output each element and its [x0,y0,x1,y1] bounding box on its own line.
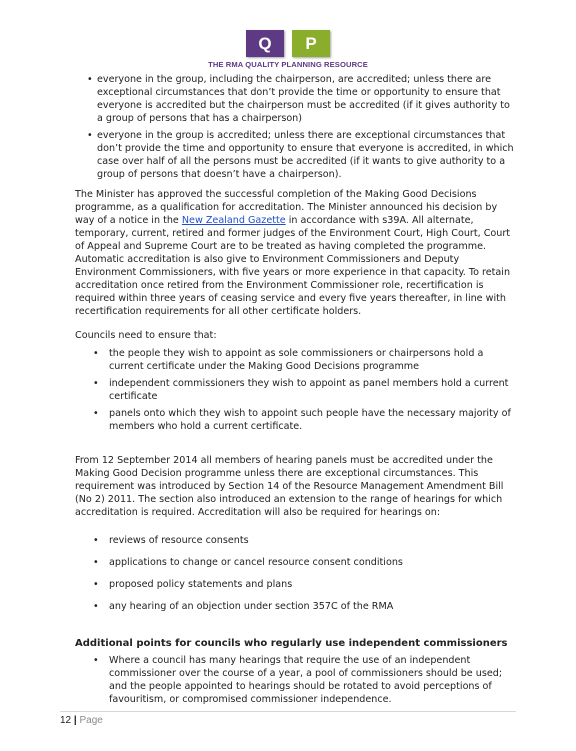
bullet-icon: • [93,601,99,612]
list-item-text: everyone in the group is accredited; unless there are exceptional circumstances that don’t provide the time and opportunity to ensure that everyone is accredited, in which case over half of all the persons must be accredited (if it wants to give authority to a group of persons that doesn’t have a chairperson). [97,130,514,180]
logo-mark [246,30,330,57]
list-item [75,578,515,591]
logo-p-box: P [292,30,330,57]
additional-bullet-list [75,654,515,706]
councils-bullet-list [75,347,515,433]
bullet-icon: • [93,579,99,590]
accreditation-bullet-list [75,73,515,181]
bullet-icon: • [93,348,99,359]
list-item [75,347,515,373]
list-item-text: Where a council has many hearings that require the use of an independent commissioner over the course of a year, a pool of commissioners should be used; and the people appointed to hearings should be rotated to avoid perceptions of favouritism, or compromised commissioner independence. [109,655,503,705]
list-item-text: any hearing of an objection under section 357C of the RMA [109,601,394,612]
logo [0,30,576,69]
page-footer [60,711,516,726]
list-item-text: proposed policy statements and plans [109,579,293,590]
bullet-icon: • [87,130,93,141]
footer-separator: | [73,715,77,726]
bullet-icon: • [93,535,99,546]
list-item-text: independent commissioners they wish to appoint as panel members hold a current certificate [109,378,509,402]
additional-points-heading: Additional points for councils who regularly use independent commissioners [75,638,508,649]
bullet-icon: • [93,557,99,568]
hearings-bullet-list [75,534,515,613]
list-item [75,129,515,181]
logo-caption: THE RMA QUALITY PLANNING RESOURCE [208,60,368,69]
bullet-icon: • [93,378,99,389]
page-number: 12 [60,715,72,726]
minister-paragraph [75,188,515,318]
list-item-text: reviews of resource consents [109,535,249,546]
list-item-text: applications to change or cancel resource consent conditions [109,557,403,568]
bullet-icon: • [93,408,99,419]
new-zealand-gazette-link[interactable]: New Zealand Gazette [181,215,286,226]
list-item [75,600,515,613]
councils-intro: Councils need to ensure that: [75,330,217,341]
list-item [75,534,515,547]
logo-q-box: Q [246,30,284,57]
list-item [75,556,515,569]
list-item-text: everyone in the group, including the chairperson, are accredited; unless there are exceptional circumstances that don’t provide the time or opportunity to ensure that everyone is accredited but the chairperson must be accredited (if it gives authority to a group of persons that has a chairperson) [97,74,510,124]
minister-text-start: The Minister has approved the successful completion of the Making Good Decisions programme, as a qualification for accreditation. The Minister announced his decision by way of a notice in the [75,189,498,226]
list-item [75,654,515,706]
bullet-icon: • [93,655,99,666]
list-item [75,377,515,403]
list-item-text: the people they wish to appoint as sole commissioners or chairpersons hold a current certificate under the Making Good Decisions programme [109,348,484,372]
bullet-icon: • [87,74,93,85]
page-label: Page [79,715,103,726]
september-paragraph: From 12 September 2014 all members of hearing panels must be accredited under the Making Good Decision programme unless there are exceptional circumstances. This requirement was introduced by Section 14 of the Resource Management Amendment Bill (No 2) 2011. The section also introduced an extension to the range of hearings for which accreditation is required. Accreditation will also be required for hearings on: [75,455,504,518]
list-item [75,407,515,433]
list-item-text: panels onto which they wish to appoint such people have the necessary majority of members who hold a current certificate. [109,408,511,432]
minister-text-end: in accordance with s39A. All alternate, temporary, current, retired and former judges of the Environment Court, High Court, Court of Appeal and Supreme Court are to be treated as having completed the programme. Automatic accreditation is also give to Environment Commissioners and Deputy Environment Commissioners, with five years or more experience in that capacity. To retain accreditation once retired from the Environment Commissioner role, recertification is required within three years of ceasing service and every five years thereafter, in line with recertification requirements for all other certificate holders. [75,215,511,317]
page-content [75,73,515,706]
list-item [75,73,515,125]
